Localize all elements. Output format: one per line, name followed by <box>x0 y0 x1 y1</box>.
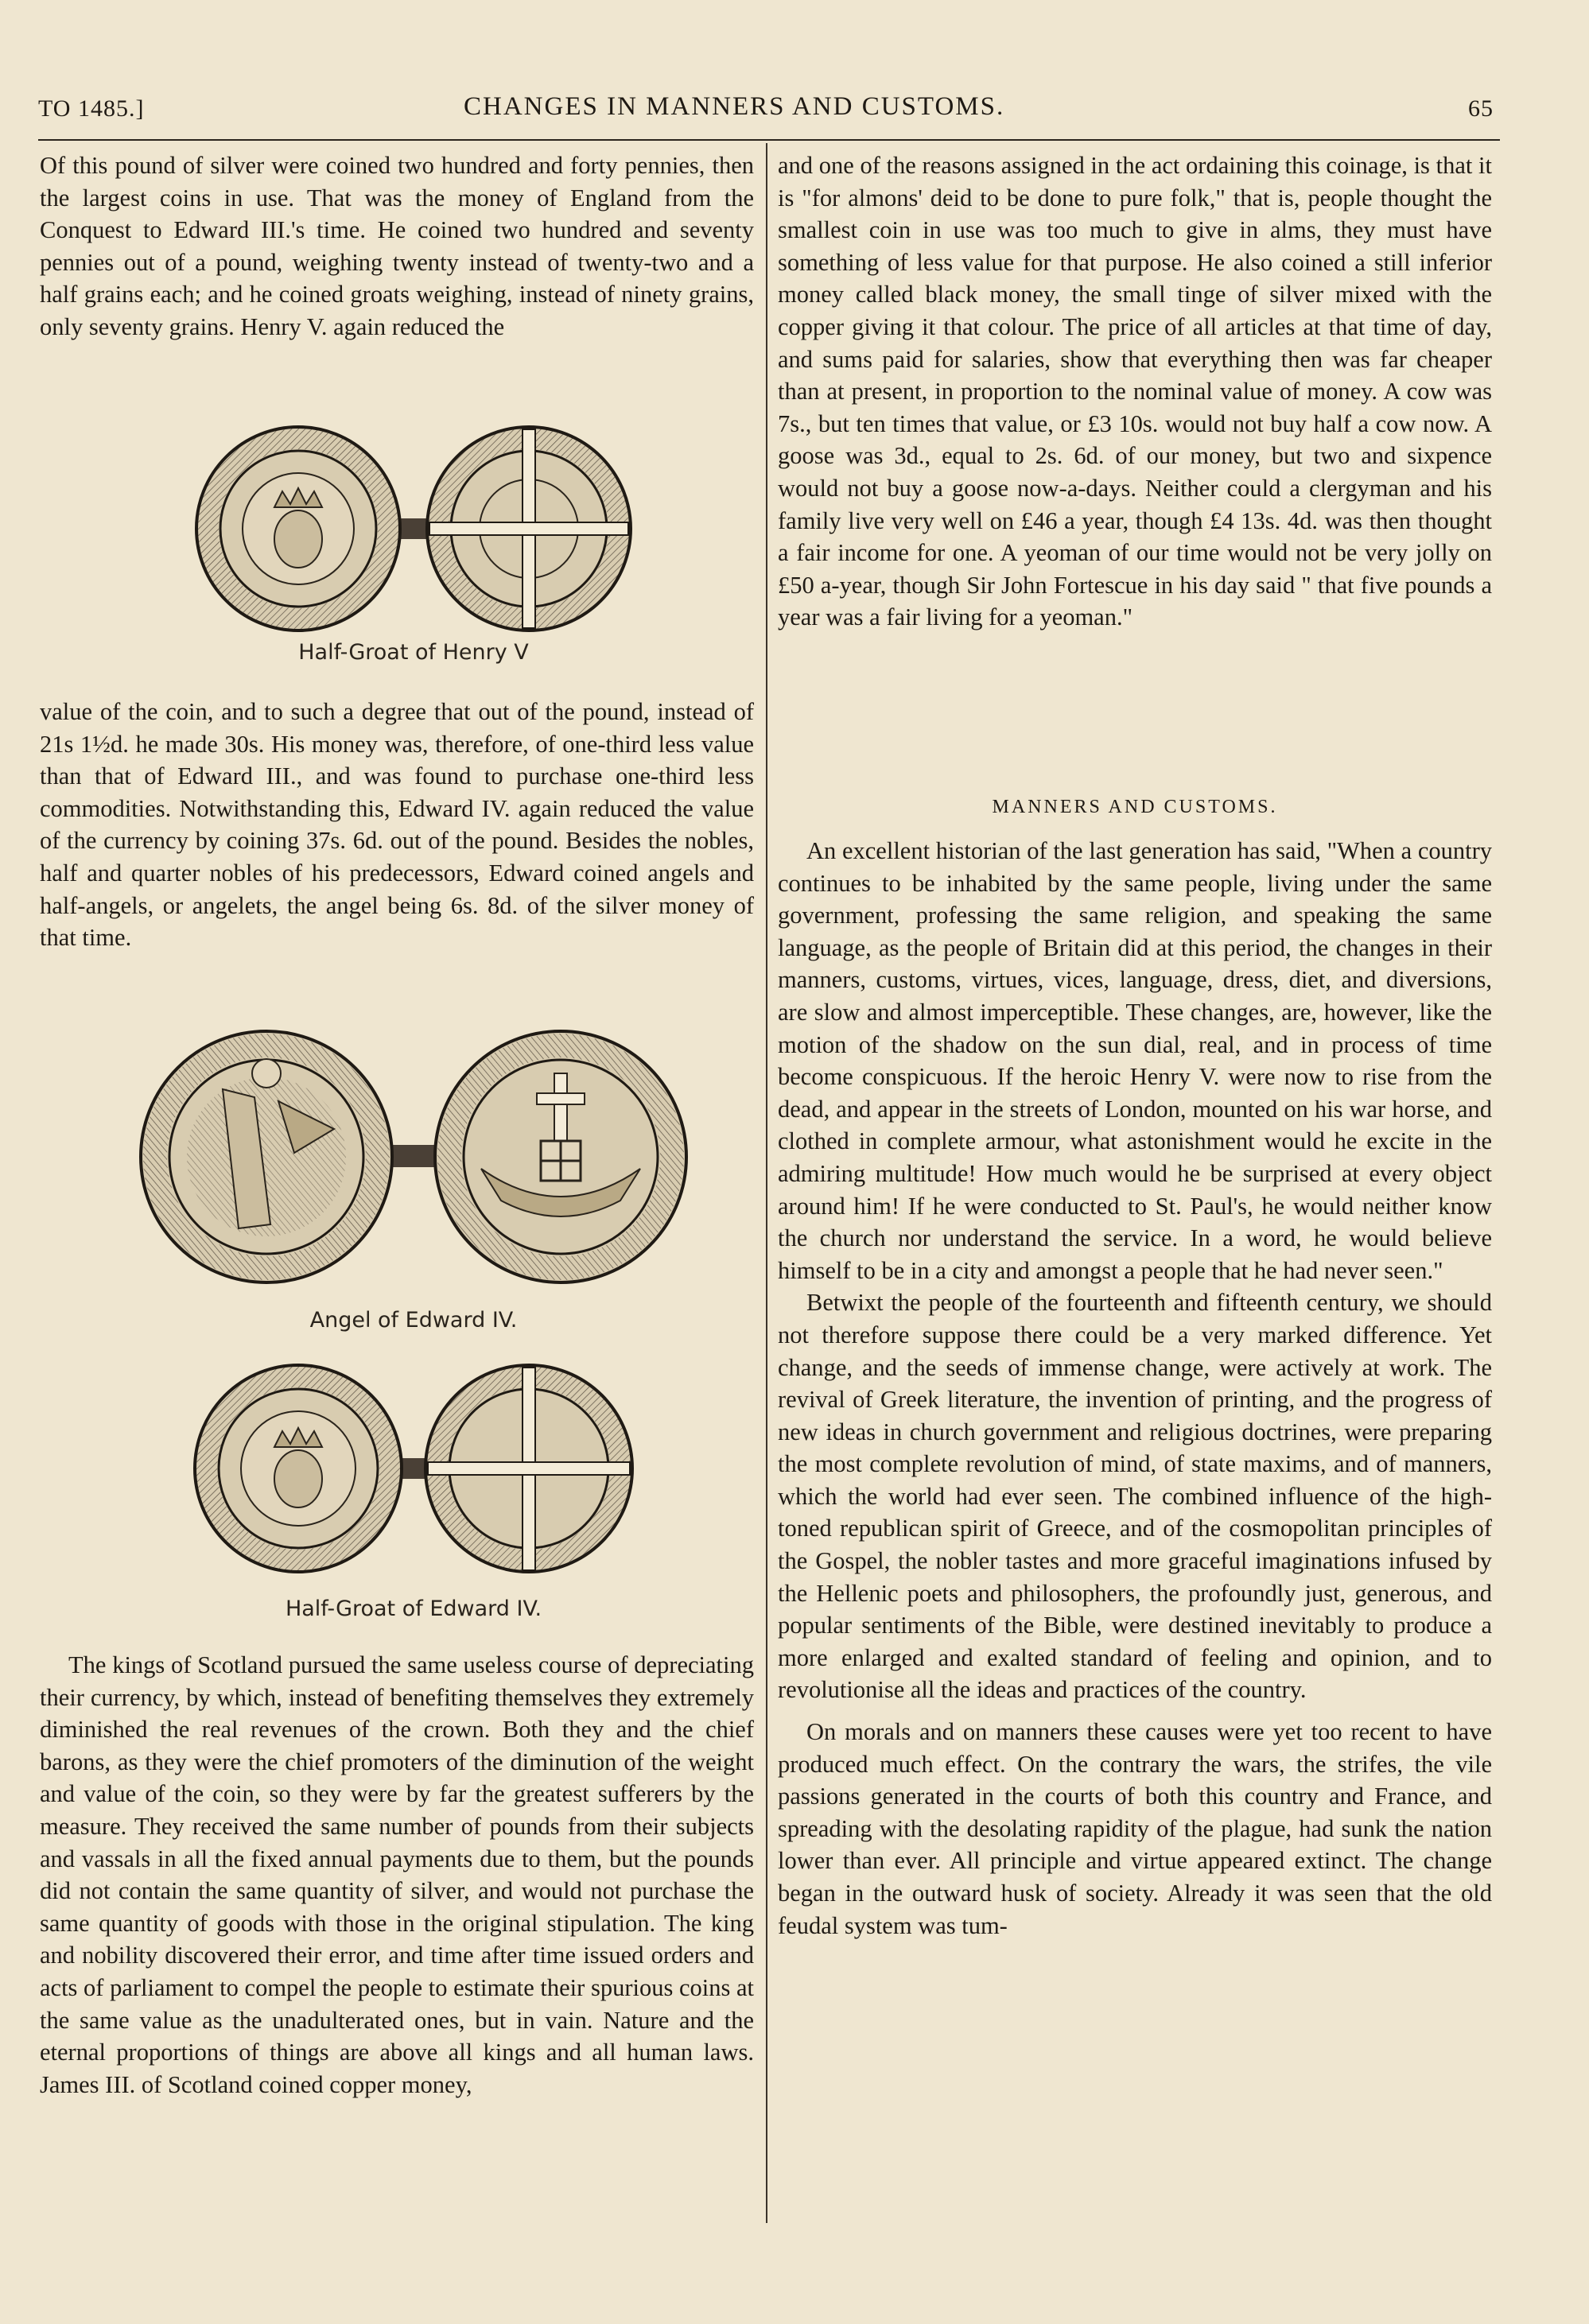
half-groat-henry-v-illustration <box>191 421 636 636</box>
paragraph: Betwixt the people of the fourteenth and fifteenth century, we should not therefore suppose there could be a very marked difference. Yet change, and the seeds of immense change, were actively at work. The revival of Greek literature, the invention of printing, and the progress of new ideas in church government and religious doctrines, were preparing the most complete revolution of mind, of state maxims, and of manners, which the world had ever seen. The combined influence of the high-toned republican spirit of Greece, and of the cosmopolitan principles of the Gospel, the nobler tastes and more graceful imaginations infused by the Hellenic poets and philosophers, the profoundly just, generous, and popular sentiments of the Bible, were destined inevitably to produce a more enlarged and exalted standard of feeling and opinion, and to revolutionise all the ideas and practices of the country. <box>778 1289 1492 1704</box>
angel-edward-iv-illustration <box>135 1026 692 1288</box>
running-title: CHANGES IN MANNERS AND CUSTOMS. <box>464 92 1005 121</box>
left-column-paragraph-2 <box>40 696 754 954</box>
figure-caption: Half-Groat of Henry V <box>298 640 529 665</box>
left-column-paragraph-3 <box>40 1649 754 2101</box>
paragraph: An excellent historian of the last generation has said, "When a country continues to be inhabited by the same people, living under the same government, professing the same religion, and speaking the same language, as the people of Britain did at this period, the changes in their manners, customs, virtues, vices, language, dress, diet, and diversions, are slow and almost imperceptible. These changes, are, however, like the motion of the shadow on the sun dial, real, and in process of time become conspicuous. If the heroic Henry V. were now to rise from the dead, and appear in the streets of London, mounted on his war horse, and clothed in complete armour, what astonishment would he excite in the admiring multitude! How much would he be surprised at every object around him! If he were conducted to St. Paul's, he would neither know the church nor understand the service. In a word, he would believe himself to be in a city and amongst a people that he had never seen." <box>778 837 1492 1284</box>
paragraph: The kings of Scotland pursued the same useless course of depreciating their currency, by which, instead of benefiting themselves they extremely diminished the real revenues of the crown. Both they and the chief barons, as they were the chief promoters of the diminution of the weight and value of the coin, so they were by far the greatest sufferers by the measure. They received the same number of pounds from their subjects and vassals in all the fixed annual payments due to them, but the pounds did not contain the same quantity of silver, and would not purchase the same quantity of goods with those in the original stipulation. The king and nobility discovered their error, and time after time issued orders and acts of parliament to compel the people to estimate their spurious coins at the same value as the unadulterated ones, but in vain. Nature and the eternal proportions of things are above all kings and all human laws. James III. of Scotland coined copper money, <box>40 1651 754 2098</box>
half-groat-edward-iv-illustration <box>191 1360 636 1578</box>
figure-caption: Half-Groat of Edward IV. <box>285 1597 542 1621</box>
column-divider <box>766 143 767 2223</box>
page-number: 65 <box>1468 95 1494 122</box>
page-header <box>38 87 1494 127</box>
paragraph: and one of the reasons assigned in the act ordaining this coinage, is that it is "for almons' deid to be done to pure folk," that is, people thought the smallest coin in use was too much to give in alms, they must have something of less value for that purpose. He also coined a still inferior money called black money, the small tinge of silver mixed with the copper giving it that colour. The price of all articles at that time of day, and sums paid for salaries, show that everything then was far cheaper than at present, in proportion to the nominal value of money. A cow was 7s., but ten times that value, or £3 10s. would not buy half a cow now. A goose was 3d., equal to 2s. 6d. of our money, but two and sixpence would not buy a goose now-a-days. Neither could a clergyman and his family live very well on £46 a year, though £4 13s. 4d. was then thought a fair income for one. A yeoman of our time would not be very jolly on £50 a-year, though Sir John Fortescue in his day said " that five pounds a year was a fair living for a yeoman." <box>778 152 1492 631</box>
paragraph: value of the coin, and to such a degree that out of the pound, instead of 21s 1½d. he made 30s. His money was, therefore, of one-third less value than that of Edward III., and was found to purchase one-third less commodities. Notwithstanding this, Edward IV. again reduced the value of the currency by coining 37s. 6d. out of the pound. Besides the nobles, half and quarter nobles of his predecessors, Edward coined angels and half-angels, or angelets, the angel being 6s. 8d. of the silver money of that time. <box>40 698 754 952</box>
paragraph: Of this pound of silver were coined two hundred and forty pennies, then the largest coins in use. That was the money of England from the Conquest to Edward III.'s time. He coined two hundred and seventy pennies out of a pound, weighing twenty instead of twenty-two and a half grains each; and he coined groats weighing, instead of ninety grains, only seventy grains. Henry V. again reduced the <box>40 152 754 340</box>
header-rule <box>38 139 1500 141</box>
paragraph: On morals and on manners these causes were yet too recent to have produced much effect. On the contrary the wars, the strifes, the vile passions generated in the courts of both this country and France, and spreading with the desolating rapidity of the plague, had sunk the nation lower than ever. All principle and virtue appeared extinct. The change began in the outward husk of society. Already it was seen that the old feudal system was tum- <box>778 1718 1492 1939</box>
left-column-paragraph-1 <box>40 149 754 343</box>
header-date-range: TO 1485.] <box>38 95 145 122</box>
right-column-body <box>778 835 1492 1942</box>
figure-caption: Angel of Edward IV. <box>309 1308 518 1333</box>
section-heading: MANNERS AND CUSTOMS. <box>992 797 1278 817</box>
right-column-paragraph-1 <box>778 149 1492 634</box>
